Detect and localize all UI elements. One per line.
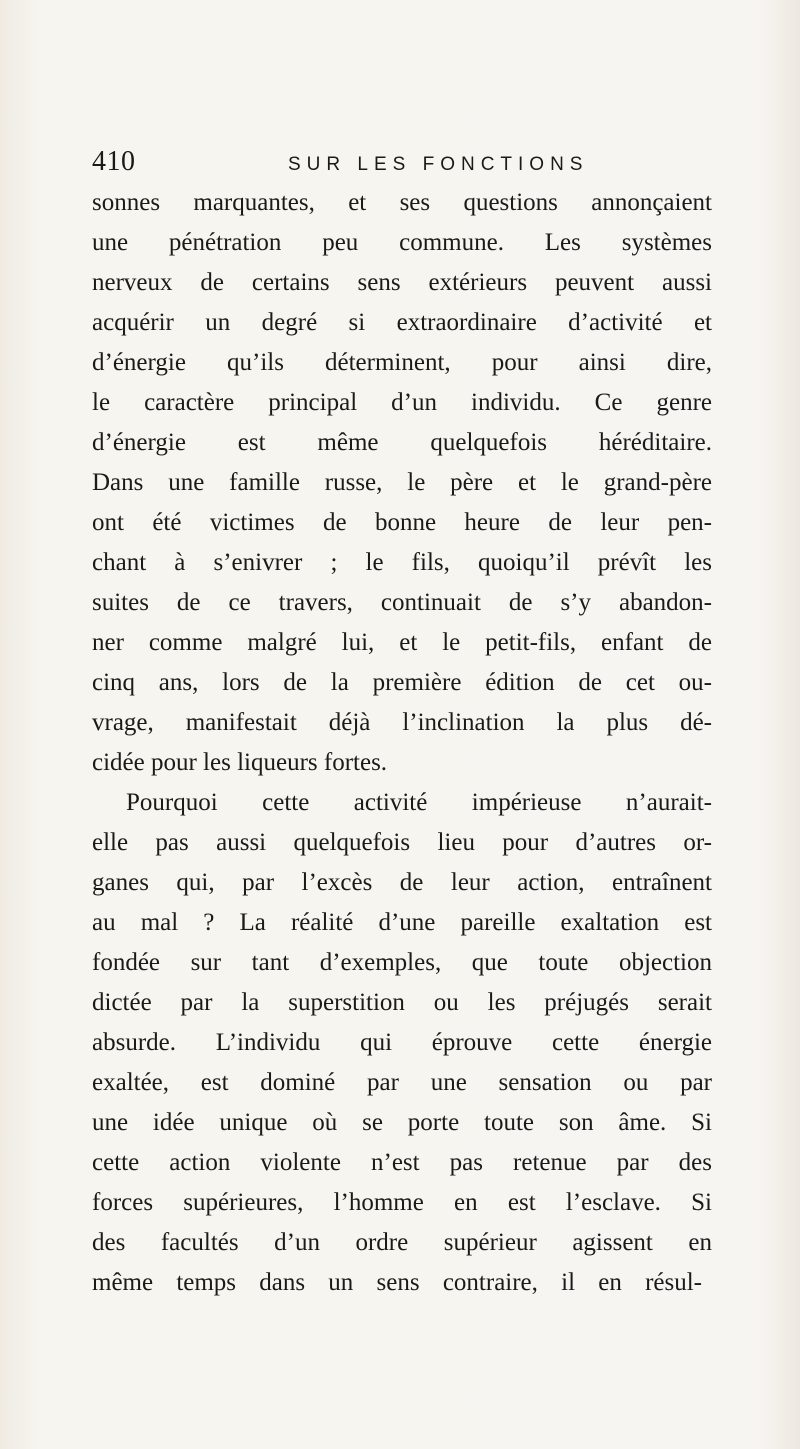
text-line: au mal ? La réalité d’une pareille exaltation est bbox=[92, 909, 712, 936]
text-line: nerveux de certains sens extérieurs peuvent aussi bbox=[92, 269, 712, 296]
running-head: SUR LES FONCTIONS bbox=[288, 154, 589, 175]
page-header bbox=[92, 146, 712, 180]
text-line: ont été victimes de bonne heure de leur pen- bbox=[92, 509, 712, 536]
text-line: même temps dans un sens contraire, il en résul- bbox=[92, 1269, 702, 1296]
text-line: d’énergie est même quelquefois héréditaire. bbox=[92, 429, 712, 456]
text-line: acquérir un degré si extraordinaire d’activité et bbox=[92, 309, 712, 336]
text-line: des facultés d’un ordre supérieur agissent en bbox=[92, 1229, 712, 1256]
text-line: chant à s’enivrer ; le fils, quoiqu’il prévît les bbox=[92, 549, 712, 576]
page-number: 410 bbox=[92, 146, 136, 177]
text-line: une idée unique où se porte toute son âme. Si bbox=[92, 1109, 712, 1136]
text-line: Dans une famille russe, le père et le grand-père bbox=[92, 469, 712, 496]
text-line: une pénétration peu commune. Les systèmes bbox=[92, 229, 712, 256]
text-line: fondée sur tant d’exemples, que toute objection bbox=[92, 949, 712, 976]
text-line: suites de ce travers, continuait de s’y abandon- bbox=[92, 589, 712, 616]
paragraph-start-line: Pourquoi cette activité impérieuse n’aurait- bbox=[126, 789, 712, 816]
text-line: forces supérieures, l’homme en est l’esclave. Si bbox=[92, 1189, 712, 1216]
text-line: elle pas aussi quelquefois lieu pour d’autres or- bbox=[92, 829, 712, 856]
text-line: cinq ans, lors de la première édition de cet ou- bbox=[92, 669, 712, 696]
text-line: exaltée, est dominé par une sensation ou par bbox=[92, 1069, 712, 1096]
text-line: d’énergie qu’ils déterminent, pour ainsi dire, bbox=[92, 349, 712, 376]
text-line: ganes qui, par l’excès de leur action, entraînent bbox=[92, 869, 712, 896]
paragraph-end-line: cidée pour les liqueurs fortes. bbox=[92, 749, 388, 776]
text-line: vrage, manifestait déjà l’inclination la plus dé- bbox=[92, 709, 712, 736]
text-line: cette action violente n’est pas retenue par des bbox=[92, 1149, 712, 1176]
text-line: ner comme malgré lui, et le petit-fils, enfant de bbox=[92, 629, 712, 656]
text-line: dictée par la superstition ou les préjugés serait bbox=[92, 989, 712, 1016]
text-line: le caractère principal d’un individu. Ce genre bbox=[92, 389, 712, 416]
text-line: sonnes marquantes, et ses questions annonçaient bbox=[92, 189, 712, 216]
text-line: absurde. L’individu qui éprouve cette énergie bbox=[92, 1029, 712, 1056]
